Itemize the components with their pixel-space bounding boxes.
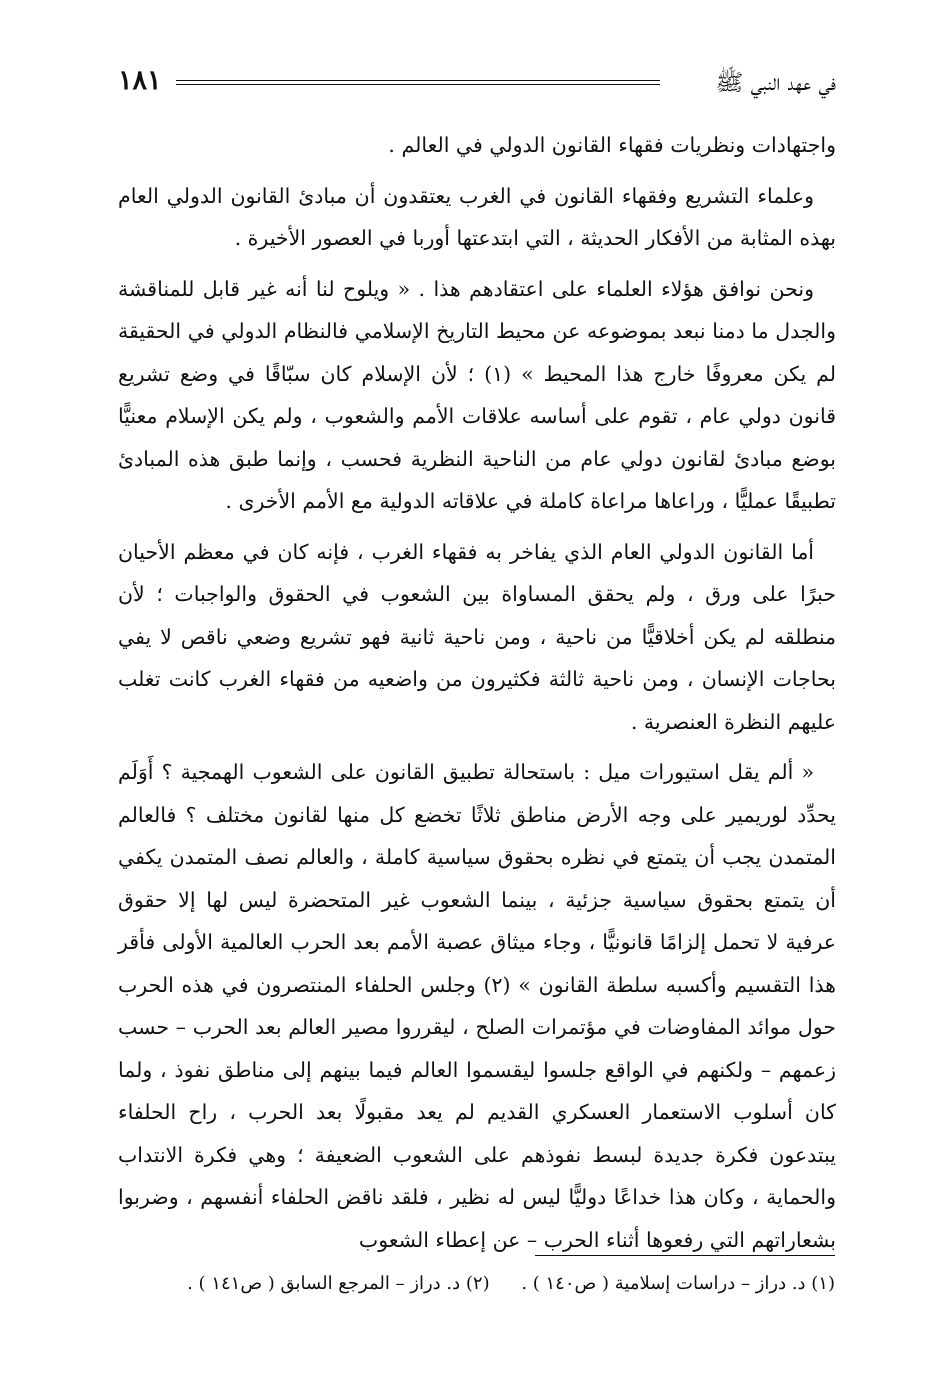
page-header [118,62,836,112]
paragraph: « ألم يقل استيورات ميل : باستحالة تطبيق القانون على الشعوب الهمجية ؟ أَوَلَم يحدِّد لوريمير على وجه الأرض مناطق ثلاثًا تخضع كل منها لقانون مختلف ؟ فالعالم المتمدن يجب أن يتمتع في نظره بحقوق سياسية كاملة ، والعالم نصف المتمدن يكفي أن يتمتع بحقوق سياسية جزئية ، بينما الشعوب غير المتحضرة ليس لها إلا حقوق عرفية لا تحمل إلزامًا قانونيًّا ، وجاء ميثاق عصبة الأمم بعد الحرب العالمية الأولى فأقر هذا التقسيم وأكسبه سلطة القانون » (٢) وجلس الحلفاء المنتصرون في هذه الحرب حول موائد المفاوضات في مؤتمرات الصلح ، ليقرروا مصير العالم بعد الحرب – حسب زعمهم – ولكنهم في الواقع جلسوا ليقسموا العالم فيما بينهم إلى مناطق نفوذ ، ولما كان أسلوب الاستعمار العسكري القديم لم يعد مقبولًا بعد الحرب ، راح الحلفاء يبتدعون فكرة جديدة لبسط نفوذهم على الشعوب الضعيفة ؛ وهي فكرة الانتداب والحماية ، وكان هذا خداعًا دوليًّا ليس له نظير ، فلقد ناقض الحلفاء أنفسهم ، وضربوا بشعاراتهم التي رفعوها أثناء الحرب – عن إعطاء الشعوب [118,760,836,1252]
footnote: (٢) د. دراز – المرجع السابق ( ص١٤١ ) . [187,1273,490,1294]
page-number: ١٨١ [118,65,162,96]
running-title: في عهد النبي ﷺ [715,70,836,96]
paragraph: وعلماء التشريع وفقهاء القانون في الغرب يعتقدون أن مبادئ القانون الدولي العام بهذه المثابة من الأفكار الحديثة ، التي ابتدعتها أوربا في العصور الأخيرة . [118,183,836,250]
footnotes [115,1268,835,1300]
body-text [118,124,836,1269]
paragraph: واجتهادات ونظريات فقهاء القانون الدولي في العالم . [388,133,836,157]
footnote: (١) د. دراز – دراسات إسلامية ( ص١٤٠ ) . [521,1273,835,1294]
footnote-rule [535,1255,835,1256]
header-rule [176,80,660,85]
paragraph: أما القانون الدولي العام الذي يفاخر به فقهاء الغرب ، فإنه كان في معظم الأحيان حبرًا على ورق ، ولم يحقق المساواة بين الشعوب في الحقوق والواجبات ؛ لأن منطلقه لم يكن أخلاقيًّا من ناحية ، ومن ناحية ثانية فهو تشريع وضعي ناقص لا يفي بحاجات الإنسان ، ومن ناحية ثالثة فكثيرون من واضعيه من فقهاء الغرب كانت تغلب عليهم النظرة العنصرية . [118,539,836,734]
paragraph: ونحن نوافق هؤلاء العلماء على اعتقادهم هذا . « ويلوح لنا أنه غير قابل للمناقشة والجدل ما دمنا نبعد بموضوعه عن محيط التاريخ الإسلامي فالنظام الدولي في الحقيقة لم يكن معروفًا خارج هذا المحيط » (١) ؛ لأن الإسلام كان سبّاقًا في وضع تشريع قانون دولي عام ، تقوم على أساسه علاقات الأمم والشعوب ، ولم يكن الإسلام معنيًّا بوضع مبادئ لقانون دولي عام من الناحية النظرية فحسب ، وإنما طبق هذه المبادئ تطبيقًا عمليًّا ، وراعاها مراعاة كاملة في علاقاته الدولية مع الأمم الأخرى . [118,276,836,513]
